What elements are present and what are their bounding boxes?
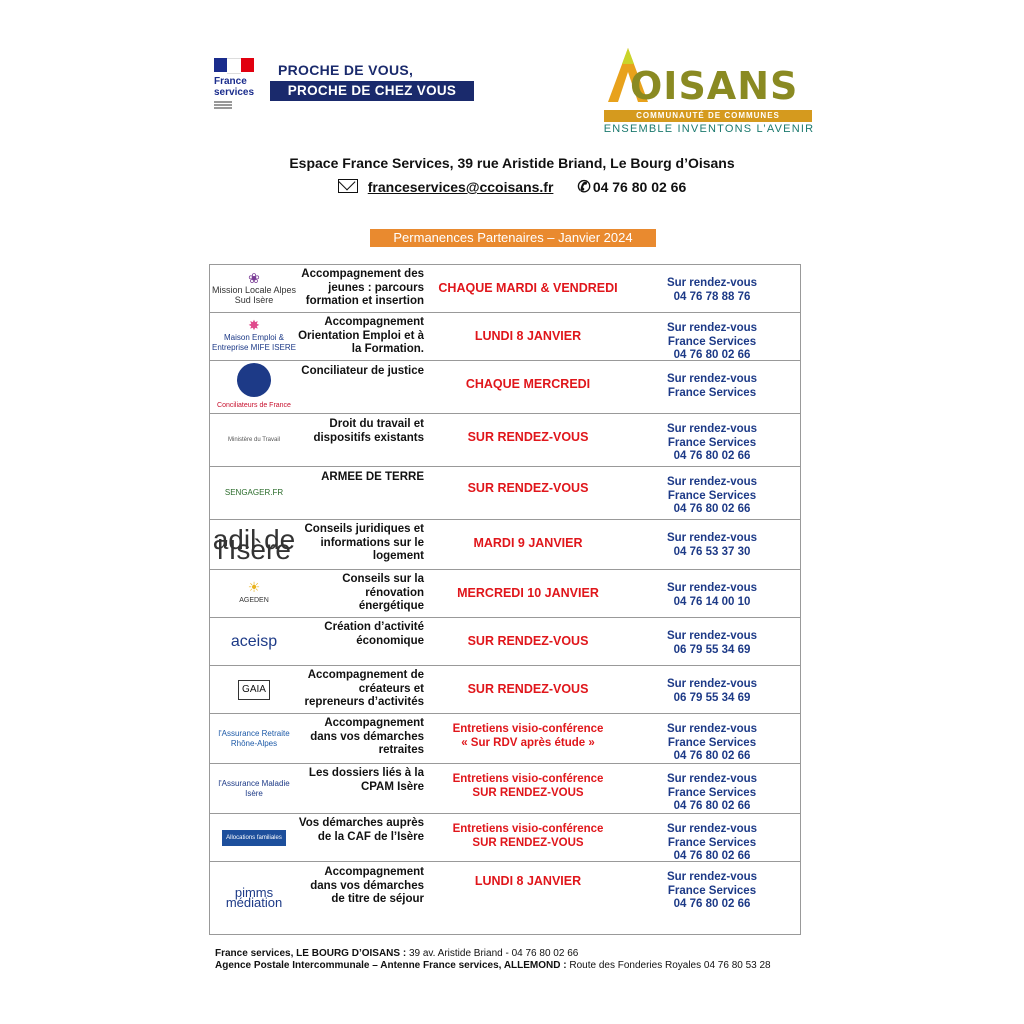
contact-line2: France Services — [667, 489, 757, 502]
partner-logo-text — [228, 435, 280, 445]
partner-logo — [210, 666, 298, 713]
partner-logo-label: Conciliateurs de France — [217, 402, 291, 409]
schedule — [432, 666, 624, 713]
schedule — [432, 414, 624, 466]
table-row — [210, 814, 800, 862]
contact-line — [0, 177, 1024, 197]
contact-line1: Sur rendez-vous — [666, 277, 758, 289]
schedule-subtext: SUR RENDEZ-VOUS — [472, 787, 584, 799]
contact-info — [624, 814, 800, 861]
partner-logo — [210, 764, 298, 813]
contact-line2: 06 79 55 34 69 — [673, 691, 751, 704]
contact-line3: 04 76 80 02 66 — [673, 503, 751, 515]
contact-line2: France Services — [667, 836, 757, 849]
schedule-text: Entretiens visio-conférence — [452, 773, 604, 785]
contact-line1: Sur rendez-vous — [666, 630, 758, 642]
contact-line2: France Services — [667, 786, 757, 799]
fs-logo-word2: services — [214, 87, 255, 98]
schedule-text: LUNDI 8 JANVIER — [474, 874, 582, 888]
table-row — [210, 520, 800, 570]
table-row — [210, 570, 800, 618]
contact-line1: Sur rendez-vous — [666, 582, 758, 594]
partner-logo — [210, 361, 298, 413]
partner-logo-label: Mission Locale Alpes Sud Isère — [211, 284, 297, 305]
service-description: Droit du travail et dispositifs existants — [313, 418, 424, 444]
service-description: Accompagnement dans vos démarches de titre de séjour — [310, 866, 424, 905]
contact-line1: Sur rendez-vous — [666, 423, 758, 435]
schedule-text: Entretiens visio-conférence — [452, 723, 604, 735]
contact-info — [624, 570, 800, 617]
partner-logo-text — [210, 729, 298, 749]
footer-line1-bold: France services, LE BOURG D’OISANS : — [215, 948, 407, 959]
phone-icon: ✆ — [577, 179, 591, 196]
france-services-logo — [212, 56, 262, 116]
partner-logo-text — [230, 632, 278, 650]
footer-line1 — [215, 948, 771, 960]
partner-logo — [210, 714, 298, 763]
contact-line3: 04 76 80 02 66 — [673, 800, 751, 812]
footer-line2-rest: Route des Fonderies Royales 04 76 80 53 28 — [566, 960, 771, 971]
schedule — [432, 520, 624, 569]
oisans-logo — [600, 42, 818, 142]
partner-logo-text — [222, 830, 286, 846]
schedule — [432, 814, 624, 861]
table-row — [210, 618, 800, 666]
contact-info — [624, 764, 800, 813]
contact-line2: France Services — [667, 386, 757, 399]
banner-title: Permanences Partenaires – Janvier 2024 — [370, 229, 656, 247]
partner-logo — [210, 570, 298, 617]
service-description: Conseils juridiques et informations sur le logement — [304, 523, 424, 562]
table-row — [210, 666, 800, 714]
contact-line2: 04 76 53 37 30 — [673, 545, 751, 558]
service-description: Accompagnement dans vos démarches retraites — [310, 717, 424, 756]
contact-line2: 04 76 78 88 76 — [673, 290, 751, 303]
contact-line2: 04 76 14 00 10 — [673, 595, 751, 608]
service-description: Conseils sur la rénovation énergétique — [342, 573, 424, 612]
partner-logo — [210, 467, 298, 519]
schedule-text: CHAQUE MARDI & VENDREDI — [438, 281, 618, 295]
contact-line3: 04 76 80 02 66 — [673, 450, 751, 462]
schedule — [432, 467, 624, 519]
partner-logo — [210, 618, 298, 665]
schedule-text: Entretiens visio-conférence — [452, 823, 604, 835]
partner-logo — [210, 414, 298, 466]
partner-logo-text: ✸ Maison Emploi & Entreprise MIFE ISERE — [211, 317, 297, 352]
service-description: ARMEE DE TERRE — [321, 471, 424, 483]
schedule-text: SUR RENDEZ-VOUS — [467, 430, 589, 444]
schedule — [432, 764, 624, 813]
service-description: Accompagnement des jeunes : parcours formation et insertion — [301, 268, 424, 307]
partner-logo-label: AGEDEN — [239, 596, 269, 604]
service-description: Les dossiers liés à la CPAM Isère — [308, 767, 424, 793]
table-row — [210, 414, 800, 467]
partner-logo — [210, 313, 298, 360]
partner-logo-text — [210, 885, 298, 910]
fs-logo-word1: France — [214, 76, 247, 87]
partner-logo-label: adil de l'Isère — [212, 523, 296, 565]
schedule-subtext: « Sur RDV après étude » — [461, 737, 595, 749]
contact-line1: Sur rendez-vous — [666, 476, 758, 488]
contact-info — [624, 467, 800, 519]
address-line: Espace France Services, 39 rue Aristide Briand, Le Bourg d’Oisans — [289, 155, 735, 171]
contact-line2: France Services — [667, 736, 757, 749]
service-description: Accompagnement de créateurs et repreneurs d’activités — [304, 669, 424, 708]
table-row — [210, 313, 800, 361]
contact-info — [624, 862, 800, 934]
service-description: Création d’activité économique — [324, 621, 424, 647]
table-row — [210, 764, 800, 814]
footer-line1-rest: 39 av. Aristide Briand - 04 76 80 02 66 — [406, 948, 579, 959]
contact-info — [624, 313, 800, 360]
partner-logo-text — [217, 363, 291, 411]
service-description: Conciliateur de justice — [301, 365, 424, 377]
partner-logo-text — [238, 680, 270, 700]
schedule — [432, 570, 624, 617]
phone-number: 04 76 80 02 66 — [592, 179, 687, 195]
partner-logo-label: aceisp — [230, 632, 278, 650]
service-description: Vos démarches auprès de la CAF de l’Isère — [298, 817, 424, 843]
schedule-text: MERCREDI 10 JANVIER — [457, 586, 599, 600]
oisans-name: OISANS — [630, 64, 799, 108]
email-link[interactable]: franceservices@ccoisans.fr — [367, 179, 554, 195]
contact-line1: Sur rendez-vous — [666, 678, 758, 690]
partner-logo — [210, 862, 298, 934]
partner-logo-label: Allocations familiales — [226, 834, 282, 841]
contact-line2: France Services — [667, 436, 757, 449]
table-row — [210, 361, 800, 414]
table-row — [210, 862, 800, 934]
partner-logo-text: ❀ Mission Locale Alpes Sud Isère — [211, 269, 297, 305]
envelope-icon — [338, 179, 358, 193]
contact-line1: Sur rendez-vous — [666, 871, 758, 883]
partner-logo-text — [210, 779, 298, 799]
partner-logo-label: GAIA — [242, 683, 266, 695]
schedule — [432, 313, 624, 360]
contact-line2: France Services — [667, 335, 757, 348]
partner-logo — [210, 520, 298, 569]
schedule-text: SUR RENDEZ-VOUS — [467, 634, 589, 648]
schedule — [432, 618, 624, 665]
contact-line3: 04 76 80 02 66 — [673, 750, 751, 762]
contact-line1: Sur rendez-vous — [666, 322, 758, 334]
schedule-text: SUR RENDEZ-VOUS — [467, 682, 589, 696]
contact-line3: 04 76 80 02 66 — [673, 850, 751, 862]
oisans-tagline: ENSEMBLE INVENTONS L’AVENIR — [603, 123, 815, 135]
partner-logo-label: SENGAGER.FR — [224, 488, 284, 497]
contact-line1: Sur rendez-vous — [666, 823, 758, 835]
schedule-text: LUNDI 8 JANVIER — [474, 329, 582, 343]
slogan-line2: PROCHE DE CHEZ VOUS — [270, 81, 474, 101]
contact-line1: Sur rendez-vous — [666, 723, 758, 735]
partner-logo-label: Ministère du Travail — [227, 437, 281, 443]
partner-logo-label: Maison Emploi & Entreprise MIFE ISERE — [211, 333, 297, 352]
partner-logo — [210, 814, 298, 861]
partner-logo-label: l'Assurance Maladie Isère — [218, 778, 290, 798]
service-description: Accompagnement Orientation Emploi et à la Formation. — [298, 316, 424, 355]
slogan-line1: PROCHE DE VOUS, — [278, 62, 414, 78]
table-row — [210, 265, 800, 313]
contact-line1: Sur rendez-vous — [666, 532, 758, 544]
table-row — [210, 714, 800, 764]
contact-line2: France Services — [667, 884, 757, 897]
schedule-text: MARDI 9 JANVIER — [473, 536, 583, 550]
partner-logo-text — [210, 523, 298, 565]
contact-line3: 04 76 80 02 66 — [673, 349, 751, 361]
partner-logo-text: ☀ AGEDEN — [239, 578, 269, 604]
contact-line1: Sur rendez-vous — [666, 773, 758, 785]
contact-info — [624, 414, 800, 466]
fs-logo-small-print — [214, 100, 234, 114]
footer-line2-bold: Agence Postale Intercommunale – Antenne France services, ALLEMOND : — [215, 960, 567, 971]
contact-info — [624, 666, 800, 713]
schedule — [432, 862, 624, 934]
oisans-bar: COMMUNAUTÉ DE COMMUNES — [604, 110, 812, 122]
schedule — [432, 714, 624, 763]
contact-info — [624, 618, 800, 665]
marianne-flag-icon — [214, 58, 254, 72]
partner-logo-label: l'Assurance Retraite Rhône-Alpes — [218, 728, 290, 748]
schedule-text: CHAQUE MERCREDI — [465, 377, 591, 391]
partner-logo-label: pimms médiation — [225, 885, 283, 910]
table-row — [210, 467, 800, 520]
contact-line1: Sur rendez-vous — [666, 373, 758, 385]
partner-logo — [210, 265, 298, 312]
partner-logo-text — [225, 488, 283, 498]
permanences-table — [209, 264, 801, 935]
contact-line3: 04 76 80 02 66 — [673, 898, 751, 910]
contact-line2: 06 79 55 34 69 — [673, 643, 751, 656]
schedule-text: SUR RENDEZ-VOUS — [467, 481, 589, 495]
contact-info — [624, 714, 800, 763]
schedule — [432, 265, 624, 312]
footer — [215, 948, 771, 972]
schedule-subtext: SUR RENDEZ-VOUS — [472, 837, 584, 849]
schedule — [432, 361, 624, 413]
footer-line2 — [215, 960, 771, 972]
contact-info — [624, 520, 800, 569]
contact-info — [624, 361, 800, 413]
contact-info — [624, 265, 800, 312]
